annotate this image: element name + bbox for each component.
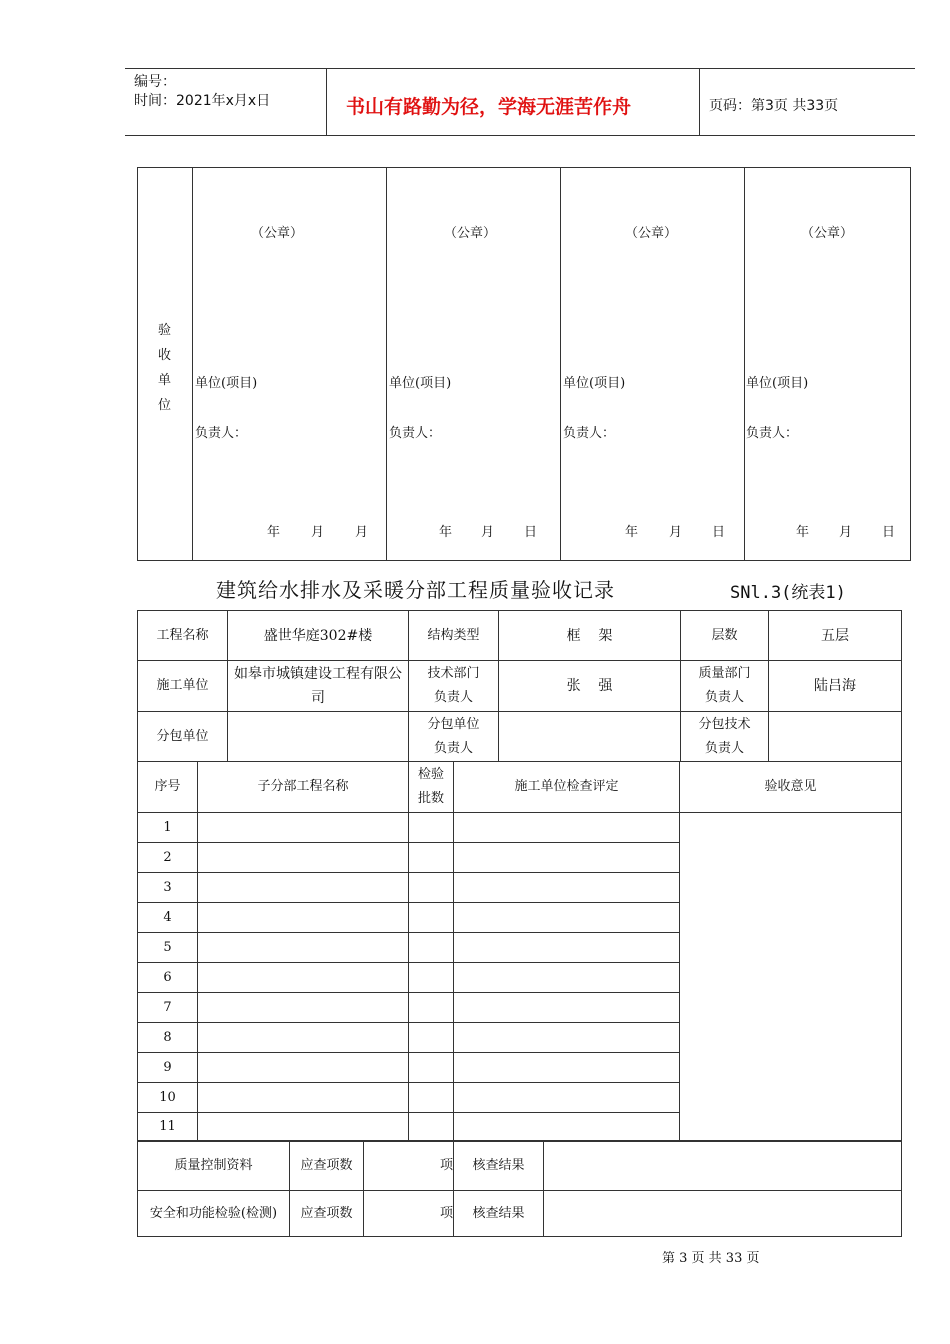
acceptance-unit-cell-2	[387, 168, 561, 561]
project-info-table	[137, 610, 902, 762]
required-items-value: 项	[364, 1191, 454, 1237]
safety-function-label: 安全和功能检验(检测)	[138, 1191, 290, 1237]
opinion-cell	[680, 813, 902, 1142]
person-in-charge-label: 负责人：	[389, 426, 442, 441]
structure-type-label: 结构类型	[409, 611, 499, 661]
header-divider-left	[326, 68, 327, 136]
row-eval-cell	[454, 903, 680, 933]
quality-control-label: 质量控制资料	[138, 1141, 290, 1191]
row-batches-cell	[409, 1113, 454, 1142]
row-eval-cell	[454, 813, 680, 843]
date-year: 年	[439, 525, 453, 540]
acceptance-side-cell	[138, 168, 193, 561]
date-month: 月	[311, 525, 325, 540]
project-name-label: 工程名称	[138, 611, 228, 661]
row-name-cell	[198, 933, 409, 963]
date-month: 月	[839, 525, 853, 540]
acceptance-unit-cell-3	[561, 168, 745, 561]
row-eval-cell	[454, 993, 680, 1023]
row-batches-cell	[409, 1083, 454, 1113]
col-header-opinion: 验收意见	[680, 762, 902, 813]
row-name-cell	[198, 1053, 409, 1083]
row-batches-cell	[409, 963, 454, 993]
required-items-value: 项	[364, 1141, 454, 1191]
sub-tech-head-label: 分包技术负责人	[681, 712, 769, 762]
document-title: 建筑给水排水及采暖分部工程质量验收记录	[216, 578, 615, 602]
items-table	[137, 761, 902, 1142]
date-year: 年	[625, 525, 639, 540]
row-eval-cell	[454, 1023, 680, 1053]
row-name-cell	[198, 843, 409, 873]
sub-tech-head-value	[769, 712, 902, 762]
seal-label: （公章）	[801, 226, 854, 241]
check-result-label: 核查结果	[454, 1191, 544, 1237]
col-header-no: 序号	[138, 762, 198, 813]
structure-type-value: 框 架	[499, 611, 681, 661]
row-no: 1	[138, 813, 198, 843]
unit-project-label: 单位(项目)	[746, 376, 809, 391]
row-no: 10	[138, 1083, 198, 1113]
date-day: 月	[355, 525, 369, 540]
row-name-cell	[198, 1023, 409, 1053]
tech-dept-label: 技术部门 负责人	[409, 661, 499, 712]
check-result-label: 核查结果	[454, 1141, 544, 1191]
check-result-value	[544, 1141, 902, 1191]
row-name-cell	[198, 1083, 409, 1113]
row-eval-cell	[454, 1083, 680, 1113]
col-header-batches: 检验批数	[409, 762, 454, 813]
row-batches-cell	[409, 843, 454, 873]
row-no: 6	[138, 963, 198, 993]
floors-value: 五层	[769, 611, 902, 661]
row-eval-cell	[454, 1053, 680, 1083]
row-eval-cell	[454, 933, 680, 963]
acceptance-unit-cell-1	[193, 168, 387, 561]
header-bottom-rule	[125, 135, 915, 136]
seal-label: （公章）	[444, 226, 497, 241]
row-no: 4	[138, 903, 198, 933]
row-name-cell	[198, 903, 409, 933]
row-eval-cell	[454, 963, 680, 993]
required-items-label: 应查项数	[290, 1191, 364, 1237]
date-year: 年	[267, 525, 281, 540]
date-year: 年	[796, 525, 810, 540]
row-batches-cell	[409, 873, 454, 903]
sub-unit-value	[228, 712, 409, 762]
person-in-charge-label: 负责人：	[746, 426, 799, 441]
page-footer: 第 3 页 共 33 页	[662, 1251, 760, 1266]
row-batches-cell	[409, 993, 454, 1023]
required-items-label: 应查项数	[290, 1141, 364, 1191]
quality-dept-value: 陆吕海	[769, 661, 902, 712]
acceptance-side-char: 验	[158, 323, 172, 338]
row-no: 5	[138, 933, 198, 963]
sub-unit-head-label: 分包单位负责人	[409, 712, 499, 762]
header-page-label: 页码：第3页 共33页	[709, 98, 839, 114]
row-batches-cell	[409, 813, 454, 843]
row-batches-cell	[409, 1053, 454, 1083]
acceptance-side-char: 收	[158, 348, 172, 363]
date-day: 日	[882, 525, 896, 540]
seal-label: （公章）	[251, 226, 304, 241]
contractor-value: 如皋市城镇建设工程有限公司	[228, 661, 409, 712]
row-name-cell	[198, 873, 409, 903]
header-motto: 书山有路勤为径，学海无涯苦作舟	[346, 96, 632, 118]
row-eval-cell	[454, 873, 680, 903]
row-batches-cell	[409, 903, 454, 933]
row-no: 9	[138, 1053, 198, 1083]
sub-unit-label: 分包单位	[138, 712, 228, 762]
row-eval-cell	[454, 843, 680, 873]
seal-label: （公章）	[625, 226, 678, 241]
floors-label: 层数	[681, 611, 769, 661]
contractor-label: 施工单位	[138, 661, 228, 712]
acceptance-unit-cell-4	[745, 168, 911, 561]
col-header-name: 子分部工程名称	[198, 762, 409, 813]
acceptance-table	[137, 167, 911, 561]
unit-project-label: 单位(项目)	[389, 376, 452, 391]
row-name-cell	[198, 993, 409, 1023]
row-name-cell	[198, 963, 409, 993]
header-top-rule	[125, 68, 915, 69]
row-no: 2	[138, 843, 198, 873]
unit-project-label: 单位(项目)	[195, 376, 258, 391]
row-no: 3	[138, 873, 198, 903]
quality-dept-label: 质量部门负责人	[681, 661, 769, 712]
person-in-charge-label: 负责人：	[563, 426, 616, 441]
summary-table	[137, 1140, 902, 1237]
row-no: 8	[138, 1023, 198, 1053]
date-day: 日	[524, 525, 538, 540]
row-name-cell	[198, 1113, 409, 1142]
row-batches-cell	[409, 1023, 454, 1053]
header-divider-right	[699, 68, 700, 136]
row-eval-cell	[454, 1113, 680, 1142]
date-month: 月	[669, 525, 683, 540]
date-day: 日	[712, 525, 726, 540]
sub-unit-head-value	[499, 712, 681, 762]
header-code-label: 编号：	[134, 74, 176, 90]
acceptance-side-char: 单	[158, 373, 172, 388]
row-batches-cell	[409, 933, 454, 963]
table-row	[138, 813, 902, 843]
person-in-charge-label: 负责人：	[195, 426, 248, 441]
row-no: 7	[138, 993, 198, 1023]
tech-dept-value: 张 强	[499, 661, 681, 712]
acceptance-side-char: 位	[158, 398, 172, 413]
unit-project-label: 单位(项目)	[563, 376, 626, 391]
col-header-eval: 施工单位检查评定	[454, 762, 680, 813]
row-name-cell	[198, 813, 409, 843]
check-result-value	[544, 1191, 902, 1237]
project-name-value: 盛世华庭302#楼	[228, 611, 409, 661]
date-month: 月	[481, 525, 495, 540]
document-code: SNl.3(统表1)	[730, 583, 846, 603]
row-no: 11	[138, 1113, 198, 1142]
header-time-label: 时间：2021年x月x日	[134, 93, 271, 109]
